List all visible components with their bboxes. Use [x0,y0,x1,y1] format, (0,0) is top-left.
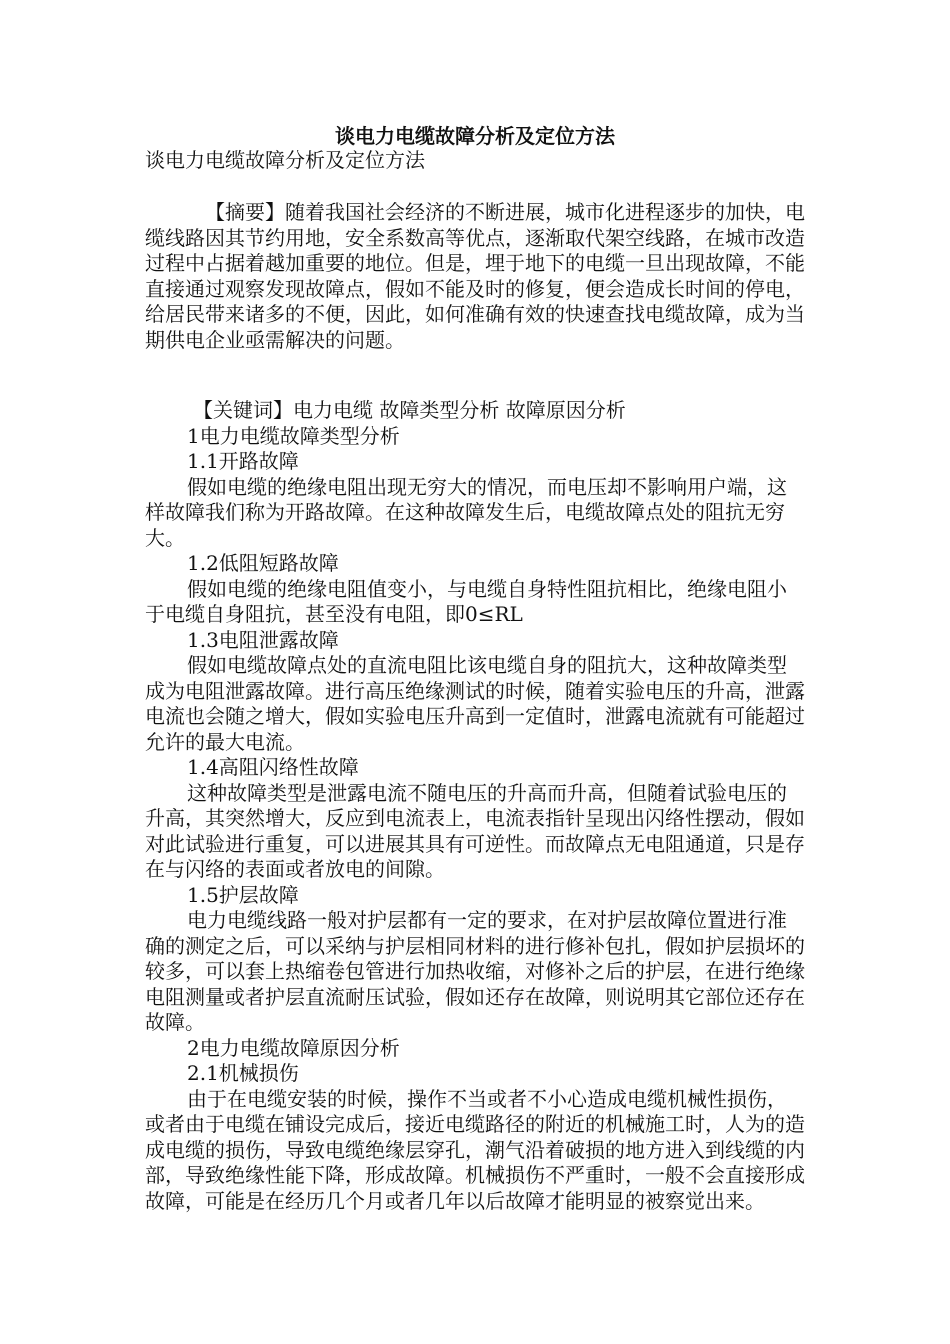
section-1-3-heading: 1.3电阻泄露故障 [187,627,339,652]
document-title: 谈电力电缆故障分析及定位方法 [335,124,615,148]
section-1-1-heading: 1.1开路故障 [187,449,299,473]
section-2-heading: 2电力电缆故障原因分析 [187,1035,400,1060]
section-1-2-heading: 1.2低阻短路故障 [187,551,339,575]
section-1-4-paragraph: 这种故障类型是泄露电流不随电压的升高而升高，但随着试验电压的升高，其突然增大，反应到电流表上，电流表指针呈现出闪络性摆动，假如对此试验进行重复，可以进展其具有可逆性。而故障点无电阻通道，只是存在与闪络的表面或者放电的间隙。 [145,780,805,881]
section-1-3-paragraph: 假如电缆故障点处的直流电阻比该电缆自身的阻抗大，这种故障类型成为电阻泄露故障。进行高压绝缘测试的时候，随着实验电压的升高，泄露电流也会随之增大，假如实验电压升高到一定值时，泄露电流就有可能超过允许的最大电流。 [145,653,805,754]
main-body [145,398,805,1214]
abstract-paragraph: 【摘要】随着我国社会经济的不断进展，城市化进程逐步的加快，电缆线路因其节约用地，安全系数高等优点，逐渐取代架空线路，在城市改造过程中占据着越加重要的地位。但是，埋于地下的电缆一旦出现故障，不能直接通过观察发现故障点，假如不能及时的修复，便会造成长时间的停电，给居民带来诸多的不便，因此，如何准确有效的快速查找电缆故障，成为当期供电企业亟需解决的问题。 [145,200,805,352]
document-subtitle: 谈电力电缆故障分析及定位方法 [145,148,425,172]
section-1-1-paragraph: 假如电缆的绝缘电阻出现无穷大的情况，而电压却不影响用户端，这样故障我们称为开路故障。在这种故障发生后，电缆故障点处的阻抗无穷大。 [145,474,787,550]
section-2-1-paragraph: 由于在电缆安装的时候，操作不当或者不小心造成电缆机械性损伤，或者由于电缆在铺设完成后，接近电缆路径的附近的机械施工时，人为的造成电缆的损伤，导致电缆绝缘层穿孔，潮气沿着破损的地方进入到线缆的内部，导致绝缘性能下降，形成故障。机械损伤不严重时，一般不会直接形成故障，可能是在经历几个月或者几年以后故障才能明显的被察觉出来。 [145,1086,805,1213]
section-1-heading: 1电力电缆故障类型分析 [187,423,400,448]
section-1-5-paragraph: 电力电缆线路一般对护层都有一定的要求，在对护层故障位置进行准确的测定之后，可以采纳与护层相同材料的进行修补包扎，假如护层损坏的较多，可以套上热缩卷包管进行加热收缩，对修补之后的护层，在进行绝缘电阻测量或者护层直流耐压试验，假如还存在故障，则说明其它部位还存在故障。 [145,908,805,1034]
section-1-2-paragraph: 假如电缆的绝缘电阻值变小，与电缆自身特性阻抗相比，绝缘电阻小于电缆自身阻抗，甚至没有电阻，即0≤RL [145,576,787,626]
section-1-4-heading: 1.4高阻闪络性故障 [187,755,359,779]
keywords-line: 【关键词】电力电缆 故障类型分析 故障原因分析 [193,398,626,422]
section-2-1-heading: 2.1机械损伤 [187,1061,299,1085]
section-1-5-heading: 1.5护层故障 [187,882,299,907]
